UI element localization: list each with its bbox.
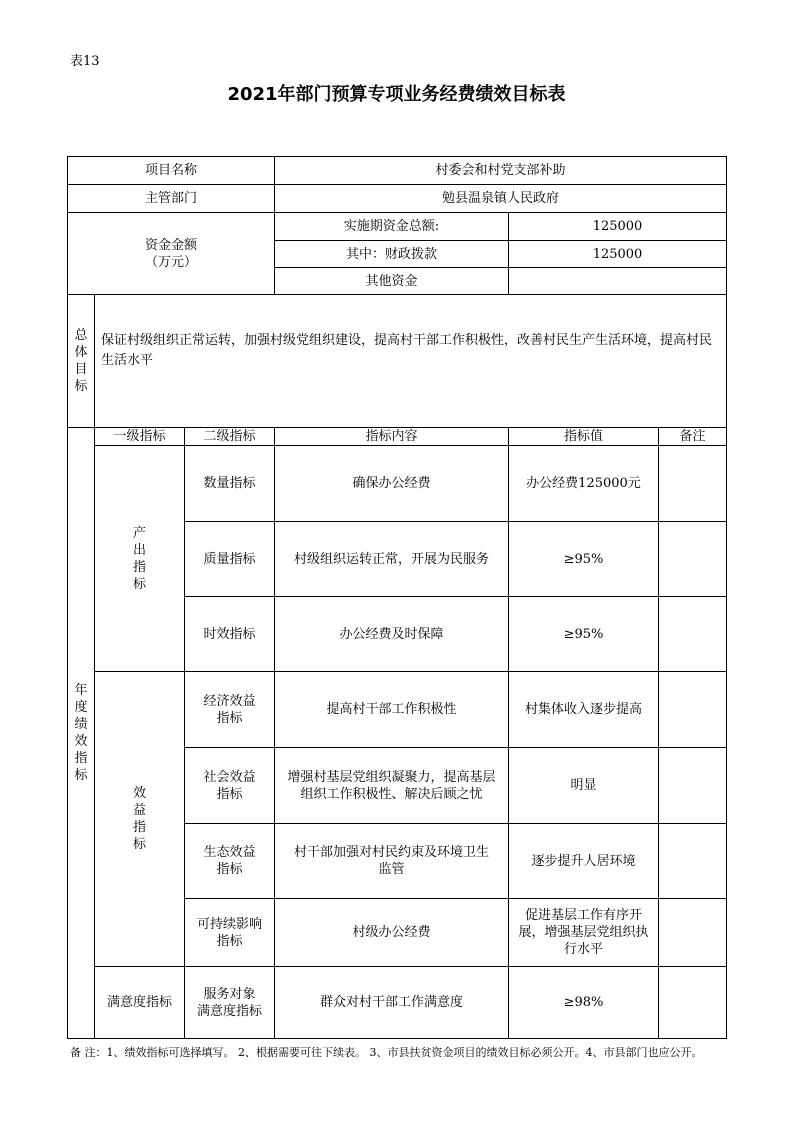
note-cell (659, 672, 727, 748)
header-value: 指标值 (509, 428, 659, 446)
label-char: 出 (132, 542, 146, 558)
page-title: 2021年部门预算专项业务经费绩效目标表 (227, 84, 566, 105)
level2-cell: 数量指标 (185, 446, 275, 522)
value-cell: ≥95% (509, 597, 659, 672)
funds-label (68, 213, 275, 295)
value-cell: 逐步提升人居环境 (509, 824, 659, 899)
content-cell: 增强村基层党组织凝聚力，提高基层 组织工作积极性、解决后顾之忧 (275, 748, 509, 824)
header-content: 指标内容 (275, 428, 509, 446)
overall-goal-label (68, 295, 95, 428)
label-char: 绩 (74, 717, 88, 732)
label-char: 指 (74, 751, 88, 766)
funds-label-line1: 资金金额 (144, 237, 197, 253)
label-char: 体 (74, 345, 88, 360)
project-name-label: 项目名称 (68, 157, 275, 185)
indicator-row (68, 446, 727, 522)
funds-total-label: 实施期资金总额: (275, 213, 509, 241)
label-char: 益 (132, 803, 146, 818)
department-label: 主管部门 (68, 185, 275, 213)
content-cell: 确保办公经费 (275, 446, 509, 522)
content-cell: 提高村干部工作积极性 (275, 672, 509, 748)
note-cell (659, 967, 727, 1039)
value-cell: 村集体收入逐步提高 (509, 672, 659, 748)
label-char: 年 (74, 683, 88, 698)
label-char: 度 (74, 700, 88, 715)
note-cell (659, 446, 727, 522)
value-cell: 办公经费125000元 (509, 446, 659, 522)
content-cell: 办公经费及时保障 (275, 597, 509, 672)
value-cell: ≥98% (509, 967, 659, 1039)
funds-total-value: 125000 (509, 213, 727, 241)
value-cell: ≥95% (509, 522, 659, 597)
label-char: 目 (74, 362, 88, 377)
note-cell (659, 899, 727, 967)
header-level2: 二级指标 (185, 428, 275, 446)
content-cell: 村级组织运转正常，开展为民服务 (275, 522, 509, 597)
level2-cell: 可持续影响 指标 (185, 899, 275, 967)
label-char: 标 (74, 768, 88, 783)
satisfaction-indicators-label: 满意度指标 (95, 967, 185, 1039)
overall-goal-row (68, 295, 727, 428)
content-cell: 群众对村干部工作满意度 (275, 967, 509, 1039)
project-row (68, 157, 727, 185)
label-char: 效 (74, 734, 88, 749)
label-char: 标 (132, 576, 146, 592)
project-name-value: 村委会和村党支部补助 (275, 157, 727, 185)
label-char: 标 (74, 379, 88, 394)
label-char: 总 (74, 328, 88, 343)
value-cell: 促进基层工作有序开 展，增强基层党组织执 行水平 (509, 899, 659, 967)
level2-cell: 经济效益 指标 (185, 672, 275, 748)
department-row (68, 185, 727, 213)
funds-label-line2: （万元） (144, 254, 197, 270)
indicator-header-row (68, 428, 727, 446)
indicator-row (68, 967, 727, 1039)
funds-other-value (509, 268, 727, 295)
content-cell: 村级办公经费 (275, 899, 509, 967)
note-cell (659, 597, 727, 672)
indicator-row (68, 672, 727, 748)
label-char: 指 (132, 559, 146, 575)
label-char: 效 (132, 786, 146, 801)
output-indicators-label (95, 446, 185, 672)
label-char: 指 (132, 820, 146, 835)
level2-cell: 生态效益 指标 (185, 824, 275, 899)
overall-goal-text: 保证村级组织正常运转，加强村级党组织建设，提高村干部工作积极性，改善村民生产生活环境，提高村民生活水平 (95, 295, 727, 428)
level2-cell: 社会效益 指标 (185, 748, 275, 824)
funds-other-label: 其他资金 (275, 268, 509, 295)
funds-fiscal-label: 其中：财政拨款 (275, 241, 509, 268)
funds-fiscal-value: 125000 (509, 241, 727, 268)
note-cell (659, 824, 727, 899)
level2-cell: 质量指标 (185, 522, 275, 597)
annual-indicators-label (68, 428, 95, 1039)
header-level1: 一级指标 (95, 428, 185, 446)
performance-table (67, 156, 727, 1039)
funds-row (68, 213, 727, 241)
value-cell: 明显 (509, 748, 659, 824)
level2-cell: 服务对象 满意度指标 (185, 967, 275, 1039)
label-char: 产 (132, 525, 146, 541)
table-number: 表13 (70, 54, 100, 69)
department-value: 勉县温泉镇人民政府 (275, 185, 727, 213)
benefit-indicators-label (95, 672, 185, 967)
content-cell: 村干部加强对村民约束及环境卫生 监管 (275, 824, 509, 899)
note-cell (659, 522, 727, 597)
label-char: 标 (132, 837, 146, 852)
level2-cell: 时效指标 (185, 597, 275, 672)
header-note: 备注 (659, 428, 727, 446)
note-cell (659, 748, 727, 824)
footnote: 备 注：1、绩效指标可选择填写。 2、根据需要可往下续表。 3、市县扶贫资金项目的绩效目标必须公开。4、市县部门也应公开。 (70, 1046, 703, 1059)
